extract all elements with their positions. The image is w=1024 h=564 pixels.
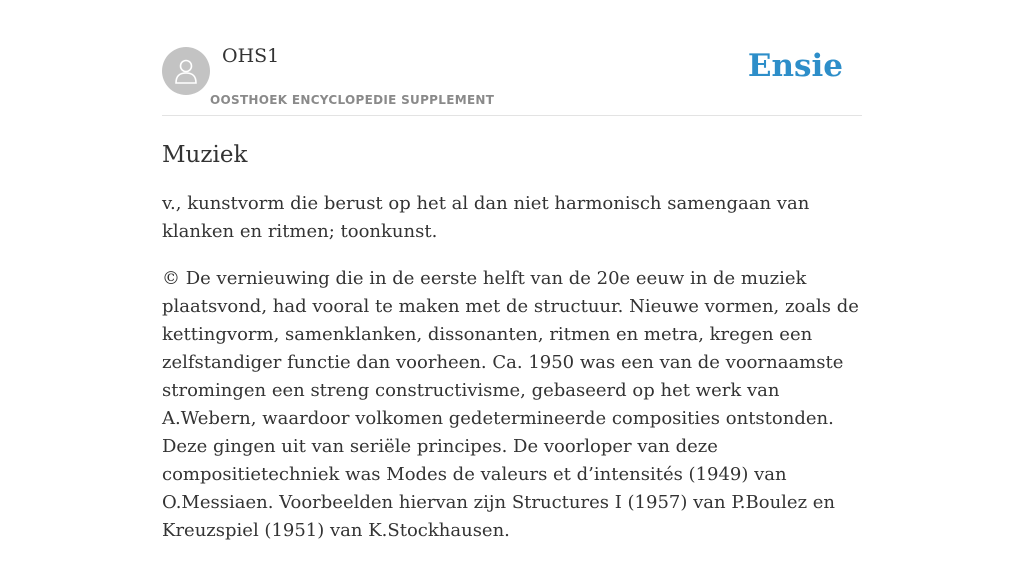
brand-logo[interactable]: Ensie — [747, 48, 843, 84]
user-silhouette-icon[interactable] — [162, 47, 210, 95]
article-definition: v., kunstvorm die berust op het al dan niet harmonisch samengaan van klanken en ritmen; toonkunst. — [162, 193, 810, 242]
article — [162, 138, 862, 564]
article-title: Muziek — [162, 142, 248, 168]
user-silhouette-glyph — [171, 56, 201, 86]
source-header — [162, 0, 862, 116]
source-name[interactable]: OOSTHOEK ENCYCLOPEDIE SUPPLEMENT — [210, 93, 495, 107]
article-body: © De vernieuwing die in de eerste helft van de 20e eeuw in de muziek plaatsvond, had vooral te maken met de structuur. Nieuwe vormen, zoals de kettingvorm, samenklanken, dissonanten, ritmen en metra, kregen een zelfstandiger functie dan voorheen. Ca. 1950 was een van de voornaamste stromingen een streng constructivisme, gebaseerd op het werk van A.Webern, waardoor volkomen gedetermineerde composities ontstonden. Deze gingen uit van seriële principes. De voorloper van deze compositietechniek was Modes de valeurs et d’intensités (1949) van O.Messiaen. Voorbeelden hiervan zijn Structures I (1957) van P.Boulez en Kreuzspiel (1951) van K.Stockhausen. — [162, 268, 859, 541]
source-code[interactable]: OHS1 — [222, 45, 280, 67]
